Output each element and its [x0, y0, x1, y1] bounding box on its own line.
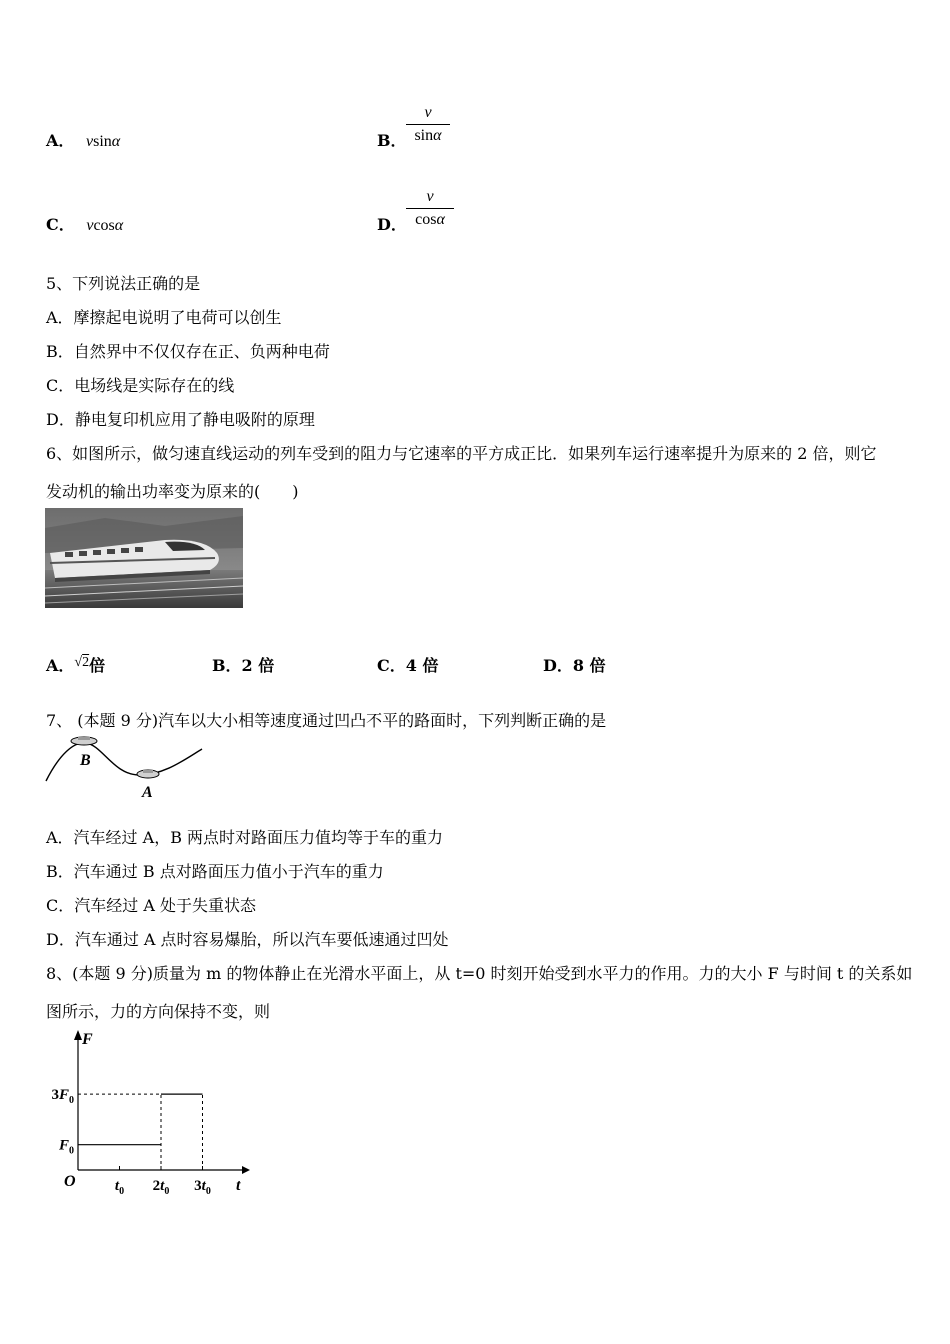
q6-stem-line1: 6、如图所示，做匀速直线运动的列车受到的阻力与它速率的平方成正比．如果列车运行速率提升为原来的 2 倍，则它 [46, 444, 877, 463]
x-axis-label: t [236, 1177, 241, 1194]
q5-stem: 5、下列说法正确的是 [46, 274, 201, 293]
force-time-chart [44, 1028, 254, 1198]
road-diagram [44, 735, 204, 803]
x-tick-label-0: $t_0$ [114, 1178, 125, 1197]
q7-option-d: D．汽车通过 A 点时容易爆胎，所以汽车要低速通过凹处 [46, 930, 449, 949]
car-a [137, 770, 159, 778]
q4-option-d-letter: D． [377, 215, 407, 234]
q7-option-b: B．汽车通过 B 点对路面压力值小于汽车的重力 [46, 862, 384, 881]
x-tick-label-1: $2t_0$ [152, 1178, 170, 1197]
q6-option-a: A．√2倍 [46, 655, 106, 675]
q5-option-c: C．电场线是实际存在的线 [46, 376, 235, 395]
car-b [71, 737, 97, 745]
q7-option-a: A．汽车经过 A，B 两点时对路面压力值均等于车的重力 [46, 828, 444, 847]
q5-option-b: B．自然界中不仅仅存在正、负两种电荷 [46, 342, 330, 361]
q7-stem: 7、 (本题 9 分)汽车以大小相等速度通过凹凸不平的路面时，下列判断正确的是 [46, 711, 607, 730]
origin-label: O [64, 1173, 76, 1190]
train-photo [45, 508, 243, 608]
q4-option-a: A． vsinα [46, 131, 121, 150]
x-tick-label-2: $3t_0$ [194, 1178, 211, 1197]
x-axis-arrow [242, 1166, 250, 1174]
q6-option-c: C．4 倍 [377, 656, 439, 675]
q7-option-c: C．汽车经过 A 处于失重状态 [46, 896, 256, 915]
q4-option-c: C． vcosα [46, 215, 124, 234]
y-axis-arrow [74, 1030, 82, 1040]
q4-option-d-fraction: v cosα [406, 188, 454, 229]
label-a: A [142, 784, 153, 801]
q8-stem-line2: 图所示，力的方向保持不变，则 [46, 1002, 271, 1021]
q4-option-b-letter: B． [377, 131, 407, 150]
q4-option-b-fraction: v sinα [406, 104, 450, 145]
q6-stem-line2: 发动机的输出功率变为原来的( ) [46, 482, 299, 501]
y-tick-label-0: $F_0$ [58, 1137, 74, 1157]
q5-option-d: D．静电复印机应用了静电吸附的原理 [46, 410, 315, 429]
q6-option-d: D．8 倍 [543, 656, 606, 675]
q5-option-a: A．摩擦起电说明了电荷可以创生 [46, 308, 282, 327]
y-axis-label: F [82, 1031, 93, 1048]
q6-option-b: B．2 倍 [212, 656, 275, 675]
q8-stem-line1: 8、(本题 9 分)质量为 m 的物体静止在光滑水平面上，从 t=0 时刻开始受到水平力的作用。力的大小 F 与时间 t 的关系如 [46, 964, 913, 983]
y-tick-label-1: $3F_0$ [51, 1087, 74, 1107]
label-b: B [80, 752, 91, 769]
